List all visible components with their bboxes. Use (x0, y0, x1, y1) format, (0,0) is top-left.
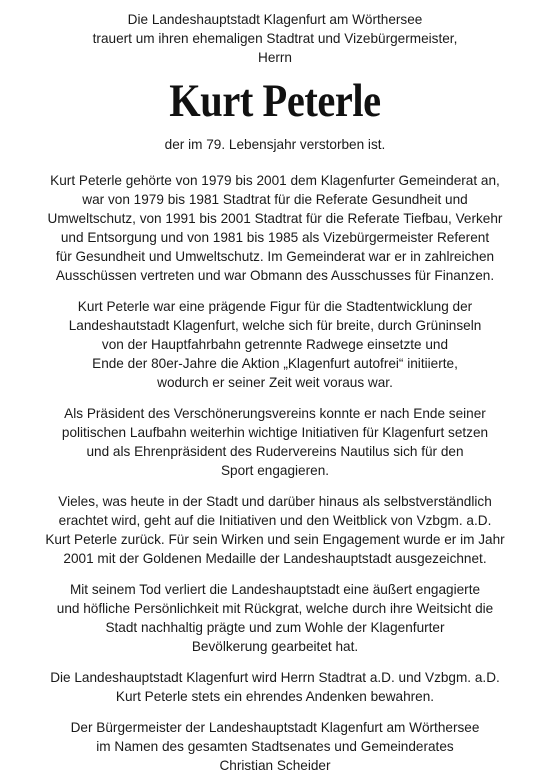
paragraph-city-development (14, 297, 536, 392)
paragraph-line: Mit seinem Tod verliert die Landeshauptstadt eine äußert engagierte (69, 582, 481, 597)
paragraph-career (14, 171, 536, 285)
paragraph-line: und höfliche Persönlichkeit mit Rückgrat, welche durch ihre Weitsicht die (56, 601, 494, 616)
paragraph-line: Sport engagieren. (220, 463, 330, 478)
intro-line-salutation: Herrn (258, 50, 292, 65)
paragraph-line: politischen Laufbahn weiterhin wichtige Initiativen für Klagenfurt setzen (61, 425, 489, 440)
deceased-name: Kurt Peterle (169, 75, 381, 127)
paragraph-line: Kurt Peterle gehörte von 1979 bis 2001 dem Klagenfurter Gemeinderat an, (50, 173, 500, 188)
paragraph-line: Umweltschutz, von 1991 bis 2001 Stadtrat für die Referate Tiefbau, Verkehr (47, 211, 503, 226)
paragraph-line: Ausschüssen vertreten und war Obmann des Ausschusses für Finanzen. (55, 268, 495, 283)
paragraph-remembrance (14, 668, 536, 706)
paragraph-line: Landeshautstadt Klagenfurt, welche sich für breite, durch Grüninseln (68, 318, 482, 333)
paragraph-line: wodurch er seiner Zeit weit voraus war. (157, 375, 393, 390)
paragraph-line: Die Landeshauptstadt Klagenfurt wird Herrn Stadtrat a.D. und Vzbgm. a.D. (50, 670, 500, 685)
signature-line: im Namen des gesamten Stadtsenates und Gemeinderates (96, 739, 454, 754)
paragraph-line: Ende der 80er-Jahre die Aktion „Klagenfurt autofrei“ initiierte, (92, 356, 458, 371)
paragraph-loss (14, 580, 536, 656)
paragraph-line: Kurt Peterle stets ein ehrendes Andenken bewahren. (115, 689, 435, 704)
paragraph-line: erachtet wird, geht auf die Initiativen und den Weitblick von Vzbgm. a.D. (58, 513, 492, 528)
paragraph-line: Vieles, was heute in der Stadt und darüber hinaus als selbstverständlich (58, 494, 492, 509)
paragraph-legacy (14, 492, 536, 568)
paragraph-line: Als Präsident des Verschönerungsvereins konnte er nach Ende seiner (64, 406, 486, 421)
paragraph-line: Kurt Peterle zurück. Für sein Wirken und sein Engagement wurde er im Jahr (45, 532, 505, 547)
paragraph-line: und als Ehrenpräsident des Rudervereins Nautilus sich für den (86, 444, 464, 459)
paragraph-line: von der Hauptfahrbahn getrennte Radwege einsetzte und (101, 337, 449, 352)
paragraph-line: Bevölkerung gearbeitet hat. (191, 639, 359, 654)
paragraph-line: Stadt nachhaltig prägte und zum Wohle der Klagenfurter (105, 620, 445, 635)
paragraph-line: Kurt Peterle war eine prägende Figur für die Stadtentwicklung der (77, 299, 473, 314)
intro-block (14, 10, 536, 67)
signer-name: Christian Scheider (219, 758, 331, 773)
paragraph-line: und Entsorgung und von 1981 bis 1985 als Vizebürgermeister Referent (60, 230, 490, 245)
intro-line: trauert um ihren ehemaligen Stadtrat und Vizebürgermeister, (92, 31, 458, 46)
age-statement: der im 79. Lebensjahr verstorben ist. (164, 137, 386, 152)
paragraph-line: für Gesundheit und Umweltschutz. Im Gemeinderat war er in zahlreichen (55, 249, 495, 264)
paragraph-line: war von 1979 bis 1981 Stadtrat für die Referate Gesundheit und (82, 192, 468, 207)
paragraph-associations (14, 404, 536, 480)
intro-line: Die Landeshauptstadt Klagenfurt am Wörthersee (127, 12, 423, 27)
paragraph-line: 2001 mit der Goldenen Medaille der Landeshauptstadt ausgezeichnet. (63, 551, 487, 566)
signature-line: Der Bürgermeister der Landeshauptstadt Klagenfurt am Wörthersee (70, 720, 480, 735)
signature-block (14, 718, 536, 775)
